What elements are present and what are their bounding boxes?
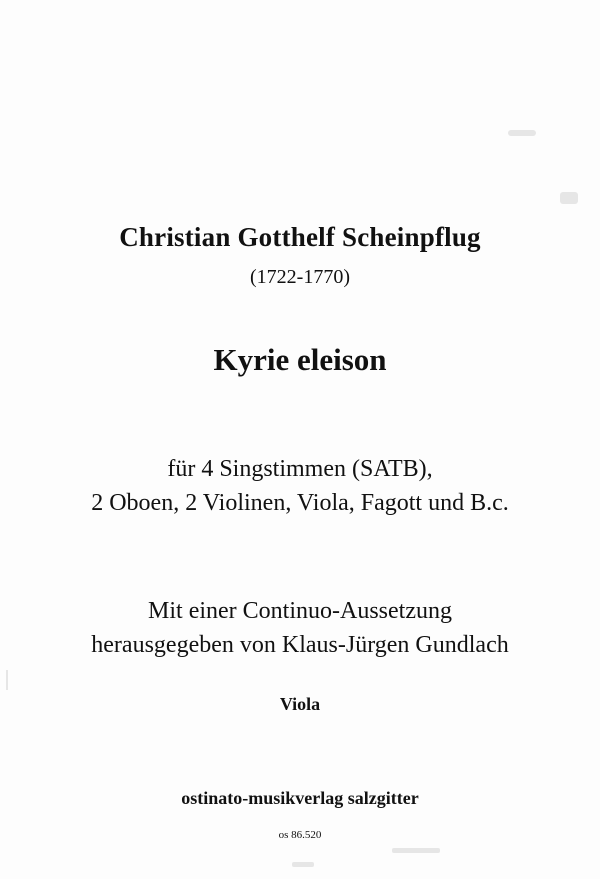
publisher-name: ostinato-musikverlag salzgitter: [181, 788, 419, 808]
scan-mark: [508, 130, 536, 136]
instrumentation-line-1: für 4 Singstimmen (SATB),: [167, 456, 433, 482]
composer-dates: (1722-1770): [250, 266, 350, 288]
scan-mark: [392, 848, 440, 853]
work-title: Kyrie eleison: [213, 342, 387, 377]
part-name: Viola: [279, 694, 321, 714]
composer-name: Christian Gotthelf Scheinpflug: [119, 222, 481, 252]
catalog-number: os 86.520: [278, 829, 322, 841]
scan-mark: [560, 192, 578, 204]
instrumentation-line-2: 2 Oboen, 2 Violinen, Viola, Fagott und B.c.: [91, 490, 509, 516]
scan-mark: [292, 862, 314, 867]
edition-line-1: Mit einer Continuo-Aussetzung: [148, 598, 452, 624]
edition-line-2: herausgegeben von Klaus-Jürgen Gundlach: [91, 632, 509, 658]
scan-mark: [6, 670, 8, 690]
